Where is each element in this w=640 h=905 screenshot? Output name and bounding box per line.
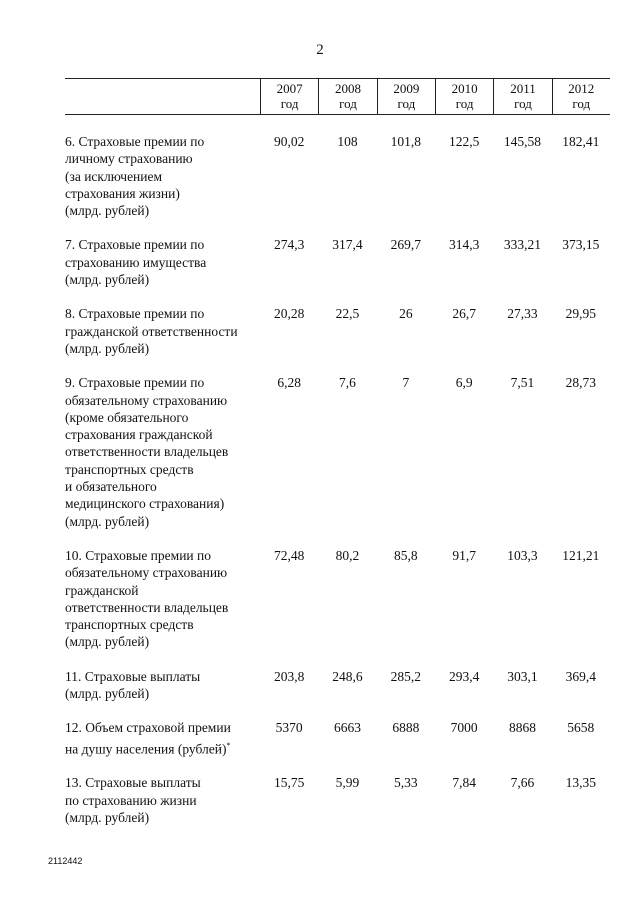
table-row [65, 719, 610, 757]
value-cell: 26,7 [452, 306, 476, 322]
year-header-2012 [552, 79, 610, 114]
value-cell: 6888 [392, 720, 420, 736]
table-row [65, 305, 610, 357]
value-cell: 6663 [333, 720, 361, 736]
value-cell: 182,41 [562, 134, 600, 149]
row-label [65, 774, 260, 826]
value-cell: 6,28 [277, 375, 301, 391]
year-unit: год [339, 96, 357, 111]
value-cell: 101,8 [390, 134, 421, 149]
value-cell: 28,73 [565, 375, 596, 391]
value-cell: 121,21 [562, 547, 600, 563]
value-cell: 103,3 [507, 547, 538, 563]
row-label-text: 7. Страховые премии по страхованию имущества (млрд. рублей) [65, 237, 207, 288]
value-cell: 369,4 [565, 668, 596, 684]
row-label [65, 719, 260, 757]
year-label: 2007 [276, 81, 303, 96]
year-unit: год [514, 96, 532, 111]
value-cell: 85,8 [394, 547, 418, 563]
table-row [65, 774, 610, 826]
value-cell: 27,33 [507, 306, 538, 322]
value-cell: 314,3 [448, 237, 480, 253]
value-cell: 15,75 [273, 775, 305, 791]
value-cell: 122,5 [448, 134, 480, 149]
table-row [65, 547, 610, 651]
value-cell: 317,4 [332, 237, 363, 253]
table-header-row [65, 78, 610, 115]
row-label [65, 547, 260, 651]
document-code: 2112442 [48, 856, 83, 866]
value-cell: 333,21 [503, 237, 542, 253]
value-cell: 5,99 [335, 775, 360, 791]
value-cell: 145,58 [503, 134, 542, 149]
row-label-text: 11. Страховые выплаты (млрд. рублей) [65, 668, 201, 702]
value-cell: 5370 [275, 720, 303, 736]
insurance-statistics-table [65, 78, 610, 826]
value-cell: 8868 [508, 720, 536, 736]
table-body [65, 133, 610, 826]
year-label: 2012 [568, 81, 595, 96]
value-cell: 91,7 [452, 547, 476, 563]
value-cell: 7000 [450, 720, 478, 736]
year-label: 2011 [510, 81, 536, 96]
value-cell: 248,6 [332, 668, 363, 684]
header-label-cell [65, 79, 260, 114]
year-label: 2010 [451, 81, 478, 96]
row-label-text: 13. Страховые выплаты по страхованию жизни (млрд. рублей) [65, 775, 201, 825]
value-cell: 7,66 [510, 775, 535, 791]
year-unit: год [572, 96, 591, 111]
year-header-2011 [493, 79, 551, 114]
row-label [65, 374, 260, 530]
value-cell: 7,84 [452, 775, 476, 791]
value-cell: 80,2 [335, 547, 360, 563]
table-row [65, 133, 610, 219]
value-cell: 373,15 [562, 237, 600, 253]
year-header-2008 [318, 79, 376, 114]
value-cell: 7 [402, 375, 410, 391]
value-cell: 13,35 [565, 775, 596, 791]
value-cell: 90,02 [273, 134, 305, 149]
value-cell: 108 [337, 134, 358, 149]
value-cell: 20,28 [273, 306, 305, 322]
value-cell: 6,9 [455, 375, 473, 391]
row-label-text: 6. Страховые премии по личному страхованию (за исключением страхования жизни) (млрд. рублей) [65, 134, 205, 219]
row-label [65, 668, 260, 703]
year-header-2009 [377, 79, 435, 114]
row-label-text: 10. Страховые премии по обязательному страхованию гражданской ответственности владельцев транспортных средств (млрд. рублей) [65, 547, 229, 650]
row-label [65, 133, 260, 219]
footnote-marker: * [226, 740, 231, 750]
row-label-text: 9. Страховые премии по обязательному страхованию (кроме обязательного страхования гражданской ответственности владельцев транспортных средств и обязательного медицинского страхования) (млрд. рублей) [65, 375, 229, 529]
value-cell: 26 [399, 306, 413, 322]
value-cell: 7,51 [510, 375, 535, 391]
value-cell: 274,3 [273, 237, 305, 253]
value-cell: 269,7 [390, 237, 421, 253]
value-cell: 29,95 [565, 306, 596, 322]
year-unit: год [397, 96, 416, 111]
year-label: 2009 [393, 81, 420, 96]
value-cell: 293,4 [448, 668, 480, 684]
table-row [65, 374, 610, 530]
page-number: 2 [316, 42, 324, 58]
value-cell: 5,33 [394, 775, 418, 791]
value-cell: 22,5 [335, 306, 360, 322]
row-label-text: 12. Объем страховой премии на душу населения (рублей) [65, 720, 231, 757]
value-cell: 285,2 [390, 668, 421, 684]
value-cell: 7,6 [339, 375, 356, 391]
table-row [65, 236, 610, 288]
value-cell: 5658 [567, 720, 595, 736]
year-unit: год [455, 96, 474, 111]
year-header-2007 [260, 79, 318, 114]
row-label [65, 236, 260, 288]
year-unit: год [280, 96, 299, 111]
value-cell: 303,1 [507, 668, 538, 684]
year-label: 2008 [334, 81, 361, 96]
year-header-2010 [435, 79, 493, 114]
row-label [65, 305, 260, 357]
row-label-text: 8. Страховые премии по гражданской ответственности (млрд. рублей) [65, 306, 238, 356]
table-row [65, 668, 610, 703]
value-cell: 203,8 [273, 668, 305, 684]
value-cell: 72,48 [273, 547, 305, 563]
